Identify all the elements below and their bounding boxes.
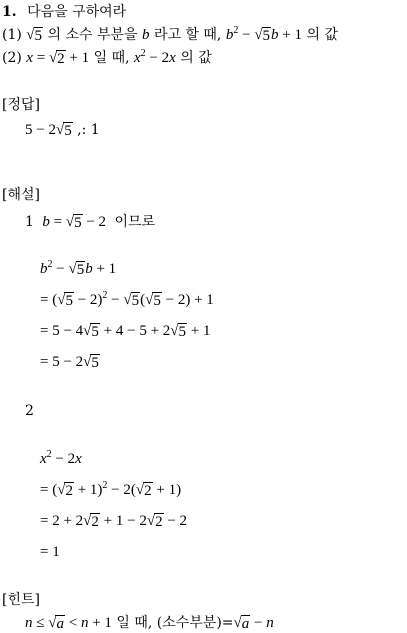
solution-step-2-number: 2 xyxy=(25,403,34,419)
solution-label: [해설] xyxy=(2,187,40,203)
var-b: b xyxy=(141,27,150,43)
question-2-label: (2) xyxy=(2,50,22,66)
solution-step-1 xyxy=(25,213,155,231)
question-2-text-b: 의 값 xyxy=(180,50,212,66)
problem-header xyxy=(2,3,126,21)
solution-step-1-expression: b = √ 5 − 2 xyxy=(42,214,107,231)
derivation-line: = 1 xyxy=(40,544,60,560)
answer-label: [정답] xyxy=(2,97,40,113)
question-1-label: (1) xyxy=(2,27,22,43)
solution-step-1-text: 이므로 xyxy=(114,214,156,230)
question-2-expression: $x^2 - 2x$ xyxy=(134,48,176,66)
question-2-text-a: 일 때, xyxy=(93,50,130,66)
question-1-text-b: 라고 할 때, xyxy=(153,27,222,43)
question-1-expression: $b^2$ − √ 5 b + 1 xyxy=(225,25,303,44)
derivation-line: = 5 − 4 √ 5 + 4 − 5 + 2 √ 5 + 1 xyxy=(40,323,211,340)
derivation-line: $x^2 - 2x$ xyxy=(40,449,82,467)
answer-1-expression: 5 − 2 √ 5 xyxy=(25,122,72,139)
answer-line xyxy=(25,121,100,139)
sqrt5-expr: √ 5 xyxy=(26,27,43,44)
question-2-condition: x = √ 2 + 1 xyxy=(26,50,90,67)
problem-instruction: 다음을 구하여라 xyxy=(27,4,127,20)
question-1-text-c: 의 값 xyxy=(306,27,338,43)
derivation-line: $b^2$ − √ 5 b + 1 xyxy=(40,259,117,278)
hint-text: 일 때, (소수부분)= xyxy=(116,615,234,631)
derivation-line: = 2 + 2 √ 2 + 1 − 2 √ 2 − 2 xyxy=(40,513,188,530)
problem-number: 1. xyxy=(2,4,17,20)
hint-line xyxy=(25,614,274,632)
hint-label: [힌트] xyxy=(2,592,40,608)
derivation-line: = 5 − 2 √ 5 xyxy=(40,354,99,371)
solution-step-1-number: 1 xyxy=(25,214,34,230)
question-1-text-a: 의 소수 부분을 xyxy=(47,27,138,43)
derivation-line: = ( √ 2 + 1)$^2$ − 2( √ 2 + 1) xyxy=(40,480,182,499)
hint-expression: √ a − n xyxy=(233,615,274,632)
answer-separator: ,: 1 xyxy=(77,122,100,138)
question-2 xyxy=(2,49,212,67)
derivation-line: = ( √ 5 − 2)$^2$ − √ 5 ( √ 5 − 2) + 1 xyxy=(40,290,214,309)
question-1 xyxy=(2,26,338,44)
hint-inequality: n ≤ √ a < n + 1 xyxy=(25,615,112,632)
